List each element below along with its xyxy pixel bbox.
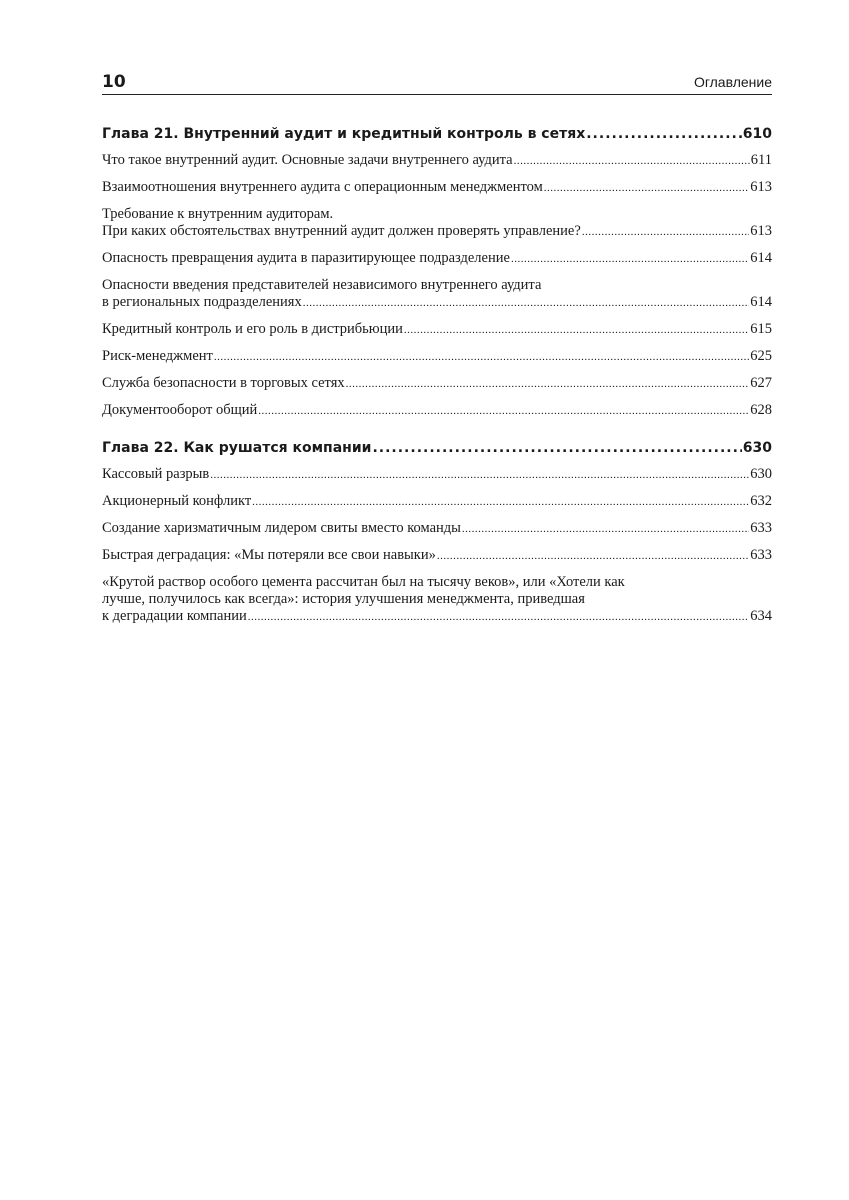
entry-page-number: 634 [750, 608, 772, 624]
dot-leader [544, 179, 749, 197]
chapter-title: Глава 22. Как рушатся компании [102, 440, 372, 456]
entry-title: к деградации компании [102, 608, 247, 624]
entry-title: Служба безопасности в торговых сетях [102, 375, 345, 391]
dot-leader [248, 608, 749, 626]
toc-entry[interactable] [102, 206, 772, 241]
dot-leader [404, 321, 749, 339]
entry-title: Создание харизматичным лидером свиты вместо команды [102, 520, 461, 536]
toc-entry[interactable] [102, 179, 772, 197]
entry-title: Кредитный контроль и его роль в дистрибьюции [102, 321, 403, 337]
dot-leader [437, 547, 749, 565]
entry-page-number: 633 [750, 547, 772, 563]
entry-title: Кассовый разрыв [102, 466, 210, 482]
dot-leader [586, 122, 742, 146]
entry-title: Документооборот общий [102, 402, 258, 418]
entry-page-number: 627 [750, 375, 772, 391]
table-of-contents [102, 122, 772, 642]
entry-page-number: 633 [750, 520, 772, 536]
toc-entry[interactable] [102, 402, 772, 420]
entry-last-line [102, 608, 772, 626]
chapter-section [102, 122, 772, 420]
toc-entry[interactable] [102, 493, 772, 511]
toc-entry[interactable] [102, 574, 772, 626]
entry-title: Акционерный конфликт [102, 493, 252, 509]
dot-leader [210, 466, 749, 484]
dot-leader [514, 152, 750, 170]
entry-text-line: Опасности введения представителей независимого внутреннего аудита [102, 277, 542, 293]
entry-text-line: Требование к внутренним аудиторам. [102, 206, 334, 222]
toc-entry[interactable] [102, 250, 772, 268]
entry-page-number: 613 [750, 179, 772, 195]
chapter-title-line[interactable] [102, 436, 772, 460]
toc-entry[interactable] [102, 321, 772, 339]
entry-title: в региональных подразделениях [102, 294, 302, 310]
entry-last-line [102, 466, 772, 484]
toc-entry[interactable] [102, 547, 772, 565]
entry-last-line [102, 294, 772, 312]
chapter-title-line[interactable] [102, 122, 772, 146]
entry-page-number: 613 [750, 223, 772, 239]
toc-entry[interactable] [102, 520, 772, 538]
toc-entry[interactable] [102, 375, 772, 393]
chapter-page-number: 610 [742, 126, 772, 142]
entry-page-number: 611 [750, 152, 772, 168]
entry-page-number: 615 [750, 321, 772, 337]
entry-title: При каких обстоятельствах внутренний аудит должен проверять управление? [102, 223, 581, 239]
dot-leader [252, 493, 749, 511]
dot-leader [346, 375, 750, 393]
chapter-title: Глава 21. Внутренний аудит и кредитный контроль в сетях [102, 126, 586, 142]
entry-page-number: 614 [750, 294, 772, 310]
entry-last-line [102, 223, 772, 241]
dot-leader [258, 402, 749, 420]
dot-leader [462, 520, 749, 538]
entry-last-line [102, 321, 772, 339]
entry-last-line [102, 250, 772, 268]
dot-leader [511, 250, 749, 268]
page-header [102, 72, 772, 95]
toc-entry[interactable] [102, 277, 772, 312]
running-head: Оглавление [693, 74, 772, 90]
entry-last-line [102, 520, 772, 538]
entry-text-line: «Крутой раствор особого цемента рассчитан был на тысячу веков», или «Хотели как [102, 574, 625, 590]
toc-entry[interactable] [102, 152, 772, 170]
entry-title: Что такое внутренний аудит. Основные задачи внутреннего аудита [102, 152, 513, 168]
dot-leader [303, 294, 750, 312]
entry-title: Риск-менеджмент [102, 348, 213, 364]
entry-page-number: 630 [750, 466, 772, 482]
dot-leader [214, 348, 749, 366]
entry-last-line [102, 402, 772, 420]
entry-last-line [102, 348, 772, 366]
entry-last-line [102, 547, 772, 565]
page-number: 10 [102, 72, 126, 92]
chapter-section [102, 436, 772, 626]
entry-page-number: 628 [750, 402, 772, 418]
entry-last-line [102, 152, 772, 170]
entry-last-line [102, 493, 772, 511]
dot-leader [582, 223, 749, 241]
entry-page-number: 632 [750, 493, 772, 509]
entry-text-line: лучше, получилось как всегда»: история улучшения менеджмента, приведшая [102, 591, 585, 607]
entry-page-number: 614 [750, 250, 772, 266]
toc-entry[interactable] [102, 348, 772, 366]
entry-title: Быстрая деградация: «Мы потеряли все свои навыки» [102, 547, 436, 563]
entry-title: Опасность превращения аудита в паразитирующее подразделение [102, 250, 510, 266]
dot-leader [372, 436, 741, 460]
chapter-page-number: 630 [742, 440, 772, 456]
toc-entry[interactable] [102, 466, 772, 484]
entry-page-number: 625 [750, 348, 772, 364]
entry-title: Взаимоотношения внутреннего аудита с операционным менеджментом [102, 179, 543, 195]
entry-last-line [102, 179, 772, 197]
entry-last-line [102, 375, 772, 393]
